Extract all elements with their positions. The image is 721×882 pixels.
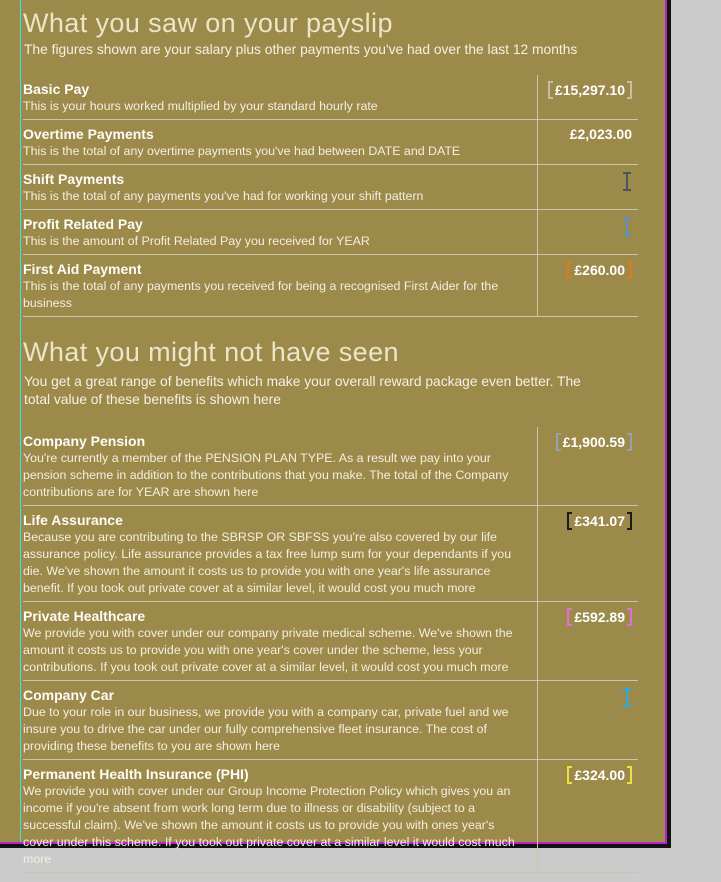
row-description: Because you are contributing to the SBRSP OR SBFSS you're also covered by our life assurance policy. Life assurance provides a tax free lump sum for your dependants if you die. We've shown the amount it costs us to provide you with one year's life assurance benefit. If you took out private cover at a similar level, it would cost you much more xyxy=(23,530,512,595)
section-heading-benefits: What you might not have seen xyxy=(23,337,399,367)
frame-handle-left-icon xyxy=(548,81,553,99)
frame-handle-left-icon xyxy=(567,261,572,279)
row-description: Due to your role in our business, we provide you with a company car, private fuel and we insure you to drive the car under our fully comprehensive fleet insurance. The cost of providing these benefits to you are shown here xyxy=(23,705,509,753)
frame-handle-right-icon xyxy=(627,433,632,451)
table-row xyxy=(23,119,638,164)
value-field[interactable] xyxy=(538,602,638,680)
row-description: You're currently a member of the PENSION PLAN TYPE. As a result we pay into your pension scheme in addition to the contributions that you make. The total of the Company contributions are for YEAR are shown here xyxy=(23,451,509,499)
row-text xyxy=(23,120,538,164)
frame-handle-right-icon xyxy=(627,261,632,279)
row-title: Company Car xyxy=(23,687,115,703)
value-field[interactable] xyxy=(538,506,638,601)
text-cursor-icon xyxy=(622,688,632,707)
selected-text-frame xyxy=(567,766,632,784)
selected-text-frame xyxy=(567,608,632,626)
row-text xyxy=(23,427,538,505)
row-description: This is your hours worked multiplied by your standard hourly rate xyxy=(23,99,378,113)
row-text xyxy=(23,506,538,601)
value-text: £15,297.10 xyxy=(554,82,625,98)
row-title: Profit Related Pay xyxy=(23,216,143,232)
row-title: Private Healthcare xyxy=(23,608,146,624)
value-text: £592.89 xyxy=(574,609,625,625)
value-field[interactable] xyxy=(538,255,638,316)
row-description: This is the total of any overtime payments you've had between DATE and DATE xyxy=(23,144,461,158)
table-row xyxy=(23,601,638,680)
table-row xyxy=(23,680,638,759)
table-row xyxy=(23,209,638,254)
row-text xyxy=(23,210,538,254)
table-row xyxy=(23,164,638,209)
table-row xyxy=(23,505,638,601)
row-text xyxy=(23,602,538,680)
value-field[interactable] xyxy=(538,427,638,505)
value-field[interactable] xyxy=(538,760,638,872)
value-text: £341.07 xyxy=(574,513,625,529)
frame-handle-right-icon xyxy=(627,608,632,626)
value-text: £2,023.00 xyxy=(569,126,632,142)
section-subheading-payslip: The figures shown are your salary plus other payments you've had over the last 12 months xyxy=(24,42,578,57)
benefits-table xyxy=(23,427,638,873)
ruler-guide-vertical[interactable] xyxy=(20,0,21,842)
table-row xyxy=(23,427,638,505)
row-description: This is the total of any payments you've had for working your shift pattern xyxy=(23,189,424,203)
value-field[interactable] xyxy=(538,165,638,209)
frame-handle-left-icon xyxy=(567,766,572,784)
selected-text-frame xyxy=(548,81,632,99)
table-row xyxy=(23,759,638,872)
row-text xyxy=(23,75,538,119)
row-text xyxy=(23,165,538,209)
frame-handle-left-icon xyxy=(556,433,561,451)
row-text xyxy=(23,255,538,316)
row-text xyxy=(23,760,538,872)
value-field[interactable] xyxy=(538,75,638,119)
section-heading-payslip: What you saw on your payslip xyxy=(23,8,393,38)
row-title: Life Assurance xyxy=(23,512,123,528)
frame-handle-left-icon xyxy=(567,512,572,530)
value-field[interactable] xyxy=(538,681,638,759)
frame-handle-left-icon xyxy=(567,608,572,626)
value-text: £1,900.59 xyxy=(562,434,625,450)
selected-text-frame xyxy=(567,261,632,279)
payslip-table xyxy=(23,75,638,317)
text-cursor-icon xyxy=(622,217,632,236)
value-field[interactable] xyxy=(538,210,638,254)
row-title: Basic Pay xyxy=(23,81,90,97)
table-row xyxy=(23,75,638,119)
frame-handle-right-icon xyxy=(627,81,632,99)
row-title: First Aid Payment xyxy=(23,261,142,277)
value-text: £324.00 xyxy=(574,767,625,783)
row-description: We provide you with cover under our company private medical scheme. We've shown the amount it costs us to provide you with one year's cover under the scheme, less your contributions. If you took out private cover at a similar level, it would cost you much more xyxy=(23,626,513,674)
row-description: This is the amount of Profit Related Pay you received for YEAR xyxy=(23,234,370,248)
row-description: This is the total of any payments you received for being a recognised First Aider for the business xyxy=(23,279,499,310)
frame-handle-right-icon xyxy=(627,512,632,530)
table-row xyxy=(23,254,638,316)
row-title: Permanent Health Insurance (PHI) xyxy=(23,766,249,782)
row-text xyxy=(23,681,538,759)
section-subheading-benefits: You get a great range of benefits which make your overall reward package even better. The total value of these benefits is shown here xyxy=(24,374,581,407)
row-description: We provide you with cover under our Group Income Protection Policy which gives you an income if you're absent from work long term due to illness or disability (subject to a successful claim). We've shown the amount it costs us to provide you with ones year's cover under this scheme. If you took out private cover at a similar level it would cost much more xyxy=(23,784,515,866)
value-text: £260.00 xyxy=(574,262,625,278)
selected-text-frame xyxy=(556,433,632,451)
selected-text-frame xyxy=(567,512,632,530)
frame-handle-right-icon xyxy=(627,766,632,784)
row-title: Company Pension xyxy=(23,433,146,449)
value-field[interactable] xyxy=(538,120,638,164)
text-cursor-icon xyxy=(622,172,632,191)
row-title: Shift Payments xyxy=(23,171,125,187)
row-title: Overtime Payments xyxy=(23,126,154,142)
